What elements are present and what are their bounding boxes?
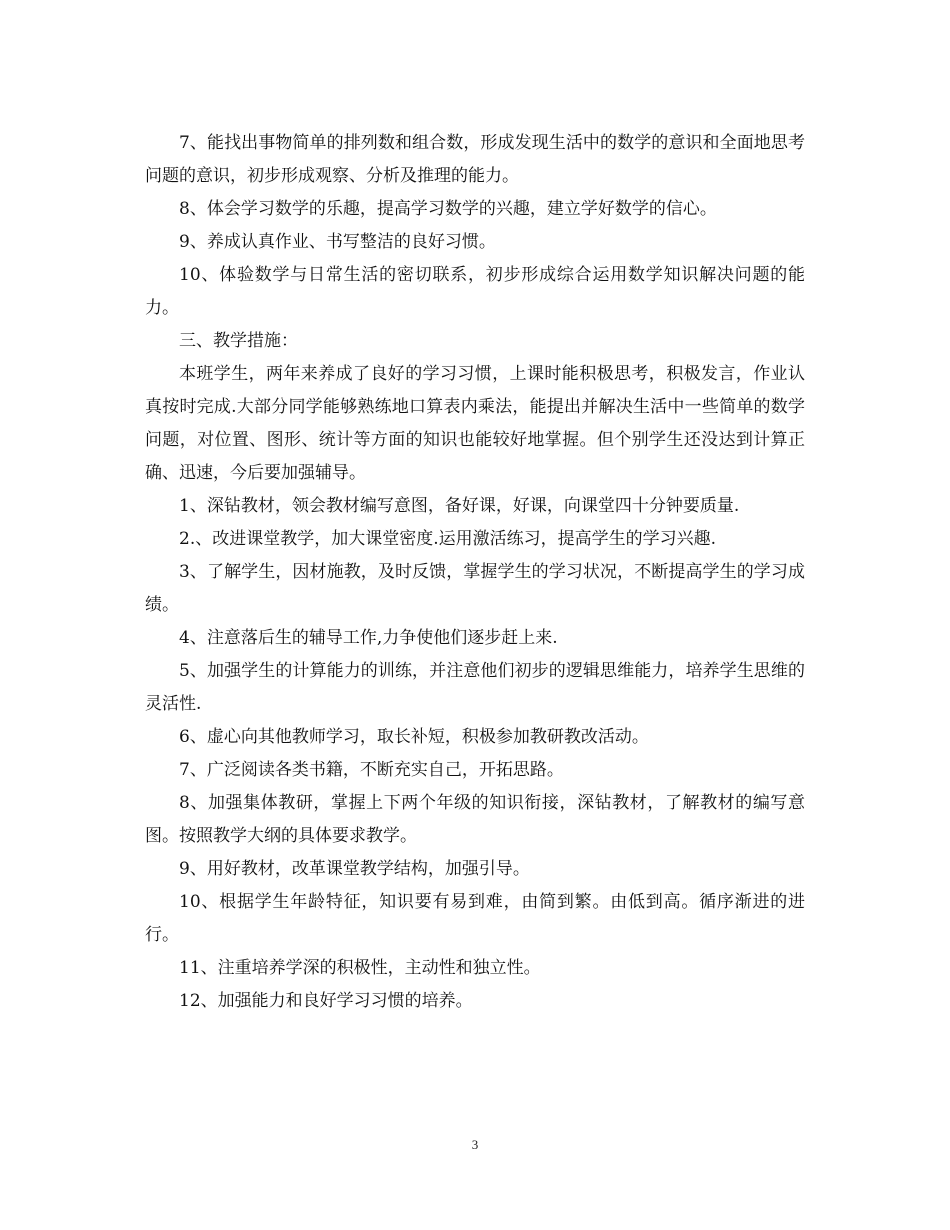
- paragraph-measure-12: 12、加强能力和良好学习习惯的培养。: [179, 991, 473, 1011]
- paragraph-measure-3: 3、了解学生，因材施教，及时反馈，掌握学生的学习状况，不断提高学生的学习成绩。: [145, 562, 805, 615]
- document-body: [145, 127, 805, 1018]
- paragraph-measure-11: 11、注重培养学深的积极性，主动性和独立性。: [179, 958, 541, 978]
- paragraph-measure-10: 10、根据学生年龄特征，知识要有易到难，由简到繁。由低到高。循序渐进的进行。: [145, 892, 805, 945]
- paragraph-objective-10: 10、体验数学与日常生活的密切联系，初步形成综合运用数学知识解决问题的能力。: [145, 265, 805, 318]
- paragraph-measure-4: 4、注意落后生的辅导工作,力争使他们逐步赶上来.: [179, 628, 558, 648]
- paragraph-objective-7: 7、能找出事物简单的排列数和组合数，形成发现生活中的数学的意识和全面地思考问题的意识，初步形成观察、分析及推理的能力。: [145, 133, 805, 186]
- paragraph-measure-6: 6、虚心向其他教师学习，取长补短，积极参加教研教改活动。: [179, 727, 649, 747]
- paragraph-measure-7: 7、广泛阅读各类书籍，不断充实自己，开拓思路。: [179, 760, 564, 780]
- paragraph-measure-5: 5、加强学生的计算能力的训练，并注意他们初步的逻辑思维能力，培养学生思维的灵活性.: [145, 661, 805, 714]
- paragraph-measure-2: 2.、改进课堂教学，加大课堂密度.运用激活练习，提高学生的学习兴趣.: [179, 529, 717, 549]
- paragraph-measure-8: 8、加强集体教研，掌握上下两个年级的知识衔接，深钻教材，了解教材的编写意图。按照教学大纲的具体要求教学。: [145, 793, 805, 846]
- paragraph-class-overview: 本班学生，两年来养成了良好的学习习惯，上课时能积极思考，积极发言，作业认真按时完成.大部分同学能够熟练地口算表内乘法，能提出并解决生活中一些简单的数学问题，对位置、图形、统计等方面的知识也能较好地掌握。但个别学生还没达到计算正确、迅速，今后要加强辅导。: [145, 364, 805, 483]
- section-heading-teaching-measures: 三、教学措施：: [179, 331, 298, 351]
- paragraph-objective-8: 8、体会学习数学的乐趣，提高学习数学的兴趣，建立学好数学的信心。: [179, 199, 717, 219]
- page-number: 3: [471, 1137, 479, 1152]
- paragraph-measure-9: 9、用好教材，改革课堂教学结构，加强引导。: [179, 859, 530, 879]
- paragraph-objective-9: 9、养成认真作业、书写整洁的良好习惯。: [179, 232, 496, 252]
- paragraph-measure-1: 1、深钻教材，领会教材编写意图，备好课，好课，向课堂四十分钟要质量.: [179, 496, 740, 516]
